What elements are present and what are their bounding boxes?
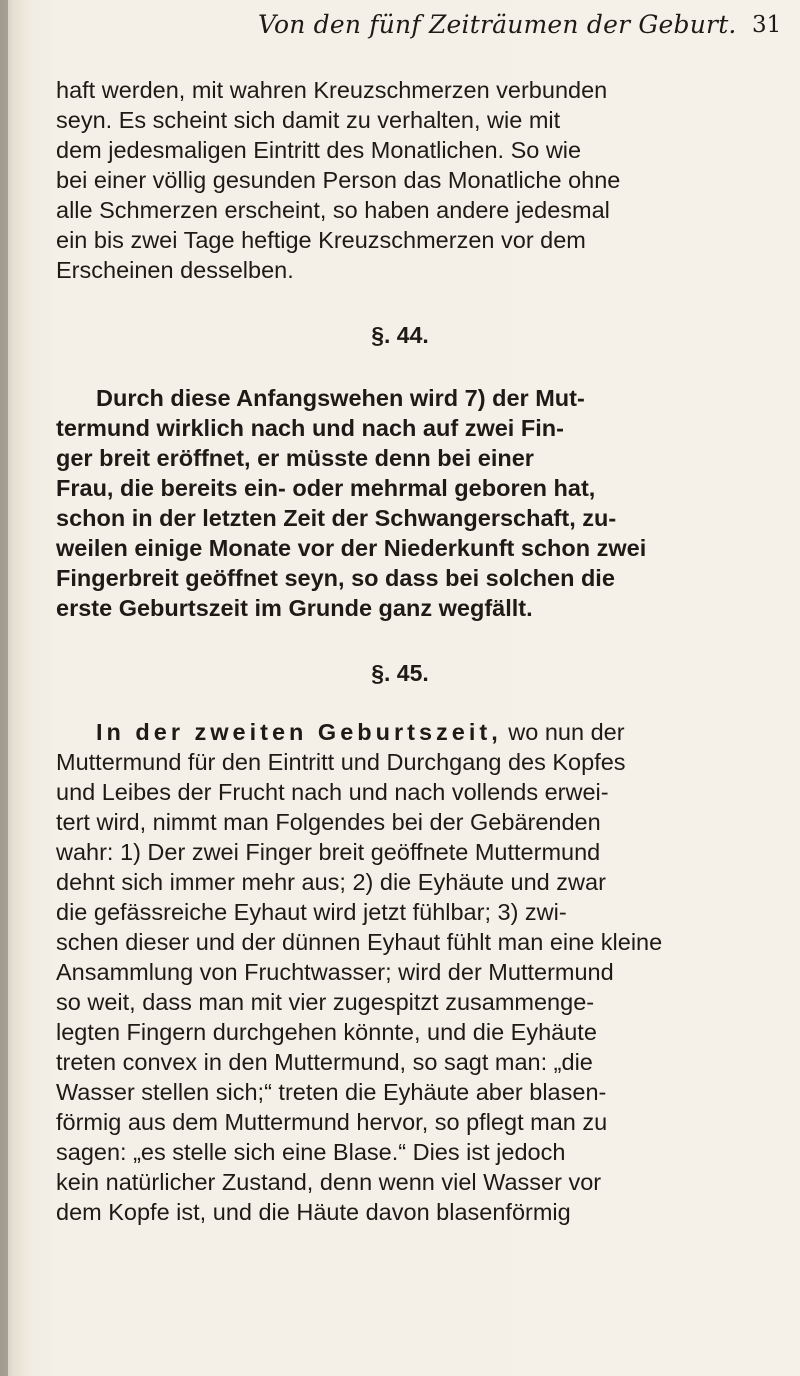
text-run: wo nun der <box>501 719 625 745</box>
text-line: dehnt sich immer mehr aus; 2) die Eyhäute und zwar <box>56 869 606 895</box>
text-line: und Leibes der Frucht nach und nach vollends erwei- <box>56 779 609 805</box>
text-line: bei einer völlig gesunden Person das Monatliche ohne <box>56 167 621 193</box>
text-line: die gefässreiche Eyhaut wird jetzt fühlbar; 3) zwi- <box>56 899 567 925</box>
text-line: schon in der letzten Zeit der Schwangerschaft, zu- <box>56 505 617 531</box>
section-heading-44: §. 44. <box>371 322 429 348</box>
page-number: 31 <box>752 12 782 38</box>
page-gutter-shadow <box>0 0 8 1376</box>
text-line: treten convex in den Muttermund, so sagt man: „die <box>56 1049 593 1075</box>
section-heading-45: §. 45. <box>371 660 429 686</box>
text-line: alle Schmerzen erscheint, so haben andere jedesmal <box>56 197 610 223</box>
text-line: Frau, die bereits ein- oder mehrmal geboren hat, <box>56 475 596 501</box>
text-line: Fingerbreit geöffnet seyn, so dass bei solchen die <box>56 565 615 591</box>
text-line: legten Fingern durchgehen könnte, und die Eyhäute <box>56 1019 597 1045</box>
emphasized-spaced-text: In der zweiten Geburtszeit, <box>96 719 502 745</box>
text-line: Wasser stellen sich;“ treten die Eyhäute aber blasen- <box>56 1079 607 1105</box>
text-line: erste Geburtszeit im Grunde ganz wegfällt. <box>56 595 533 621</box>
running-header: Von den fünf Zeiträumen der Geburt. <box>258 10 737 39</box>
text-line: weilen einige Monate vor der Niederkunft schon zwei <box>56 535 647 561</box>
text-line-first <box>96 717 625 747</box>
text-line: termund wirklich nach und nach auf zwei Fin- <box>56 415 564 441</box>
text-line: seyn. Es scheint sich damit zu verhalten, wie mit <box>56 107 561 133</box>
text-line: sagen: „es stelle sich eine Blase.“ Dies ist jedoch <box>56 1139 566 1165</box>
text-line: ger breit eröffnet, er müsste denn bei einer <box>56 445 534 471</box>
text-line: schen dieser und der dünnen Eyhaut fühlt man eine kleine <box>56 929 663 955</box>
text-line: Muttermund für den Eintritt und Durchgang des Kopfes <box>56 749 626 775</box>
text-line: Ansammlung von Fruchtwasser; wird der Muttermund <box>56 959 614 985</box>
text-line: Durch diese Anfangswehen wird 7) der Mut- <box>96 385 585 411</box>
text-line: dem Kopfe ist, und die Häute davon blasenförmig <box>56 1199 571 1225</box>
text-line: Erscheinen desselben. <box>56 257 294 283</box>
text-line: ein bis zwei Tage heftige Kreuzschmerzen vor dem <box>56 227 586 253</box>
text-line: kein natürlicher Zustand, denn wenn viel Wasser vor <box>56 1169 602 1195</box>
text-line: so weit, dass man mit vier zugespitzt zusammenge- <box>56 989 595 1015</box>
text-line: tert wird, nimmt man Folgendes bei der Gebärenden <box>56 809 601 835</box>
text-line: förmig aus dem Muttermund hervor, so pflegt man zu <box>56 1109 608 1135</box>
text-line: haft werden, mit wahren Kreuzschmerzen verbunden <box>56 77 608 103</box>
text-line: dem jedesmaligen Eintritt des Monatlichen. So wie <box>56 137 582 163</box>
text-line: wahr: 1) Der zwei Finger breit geöffnete Muttermund <box>56 839 601 865</box>
